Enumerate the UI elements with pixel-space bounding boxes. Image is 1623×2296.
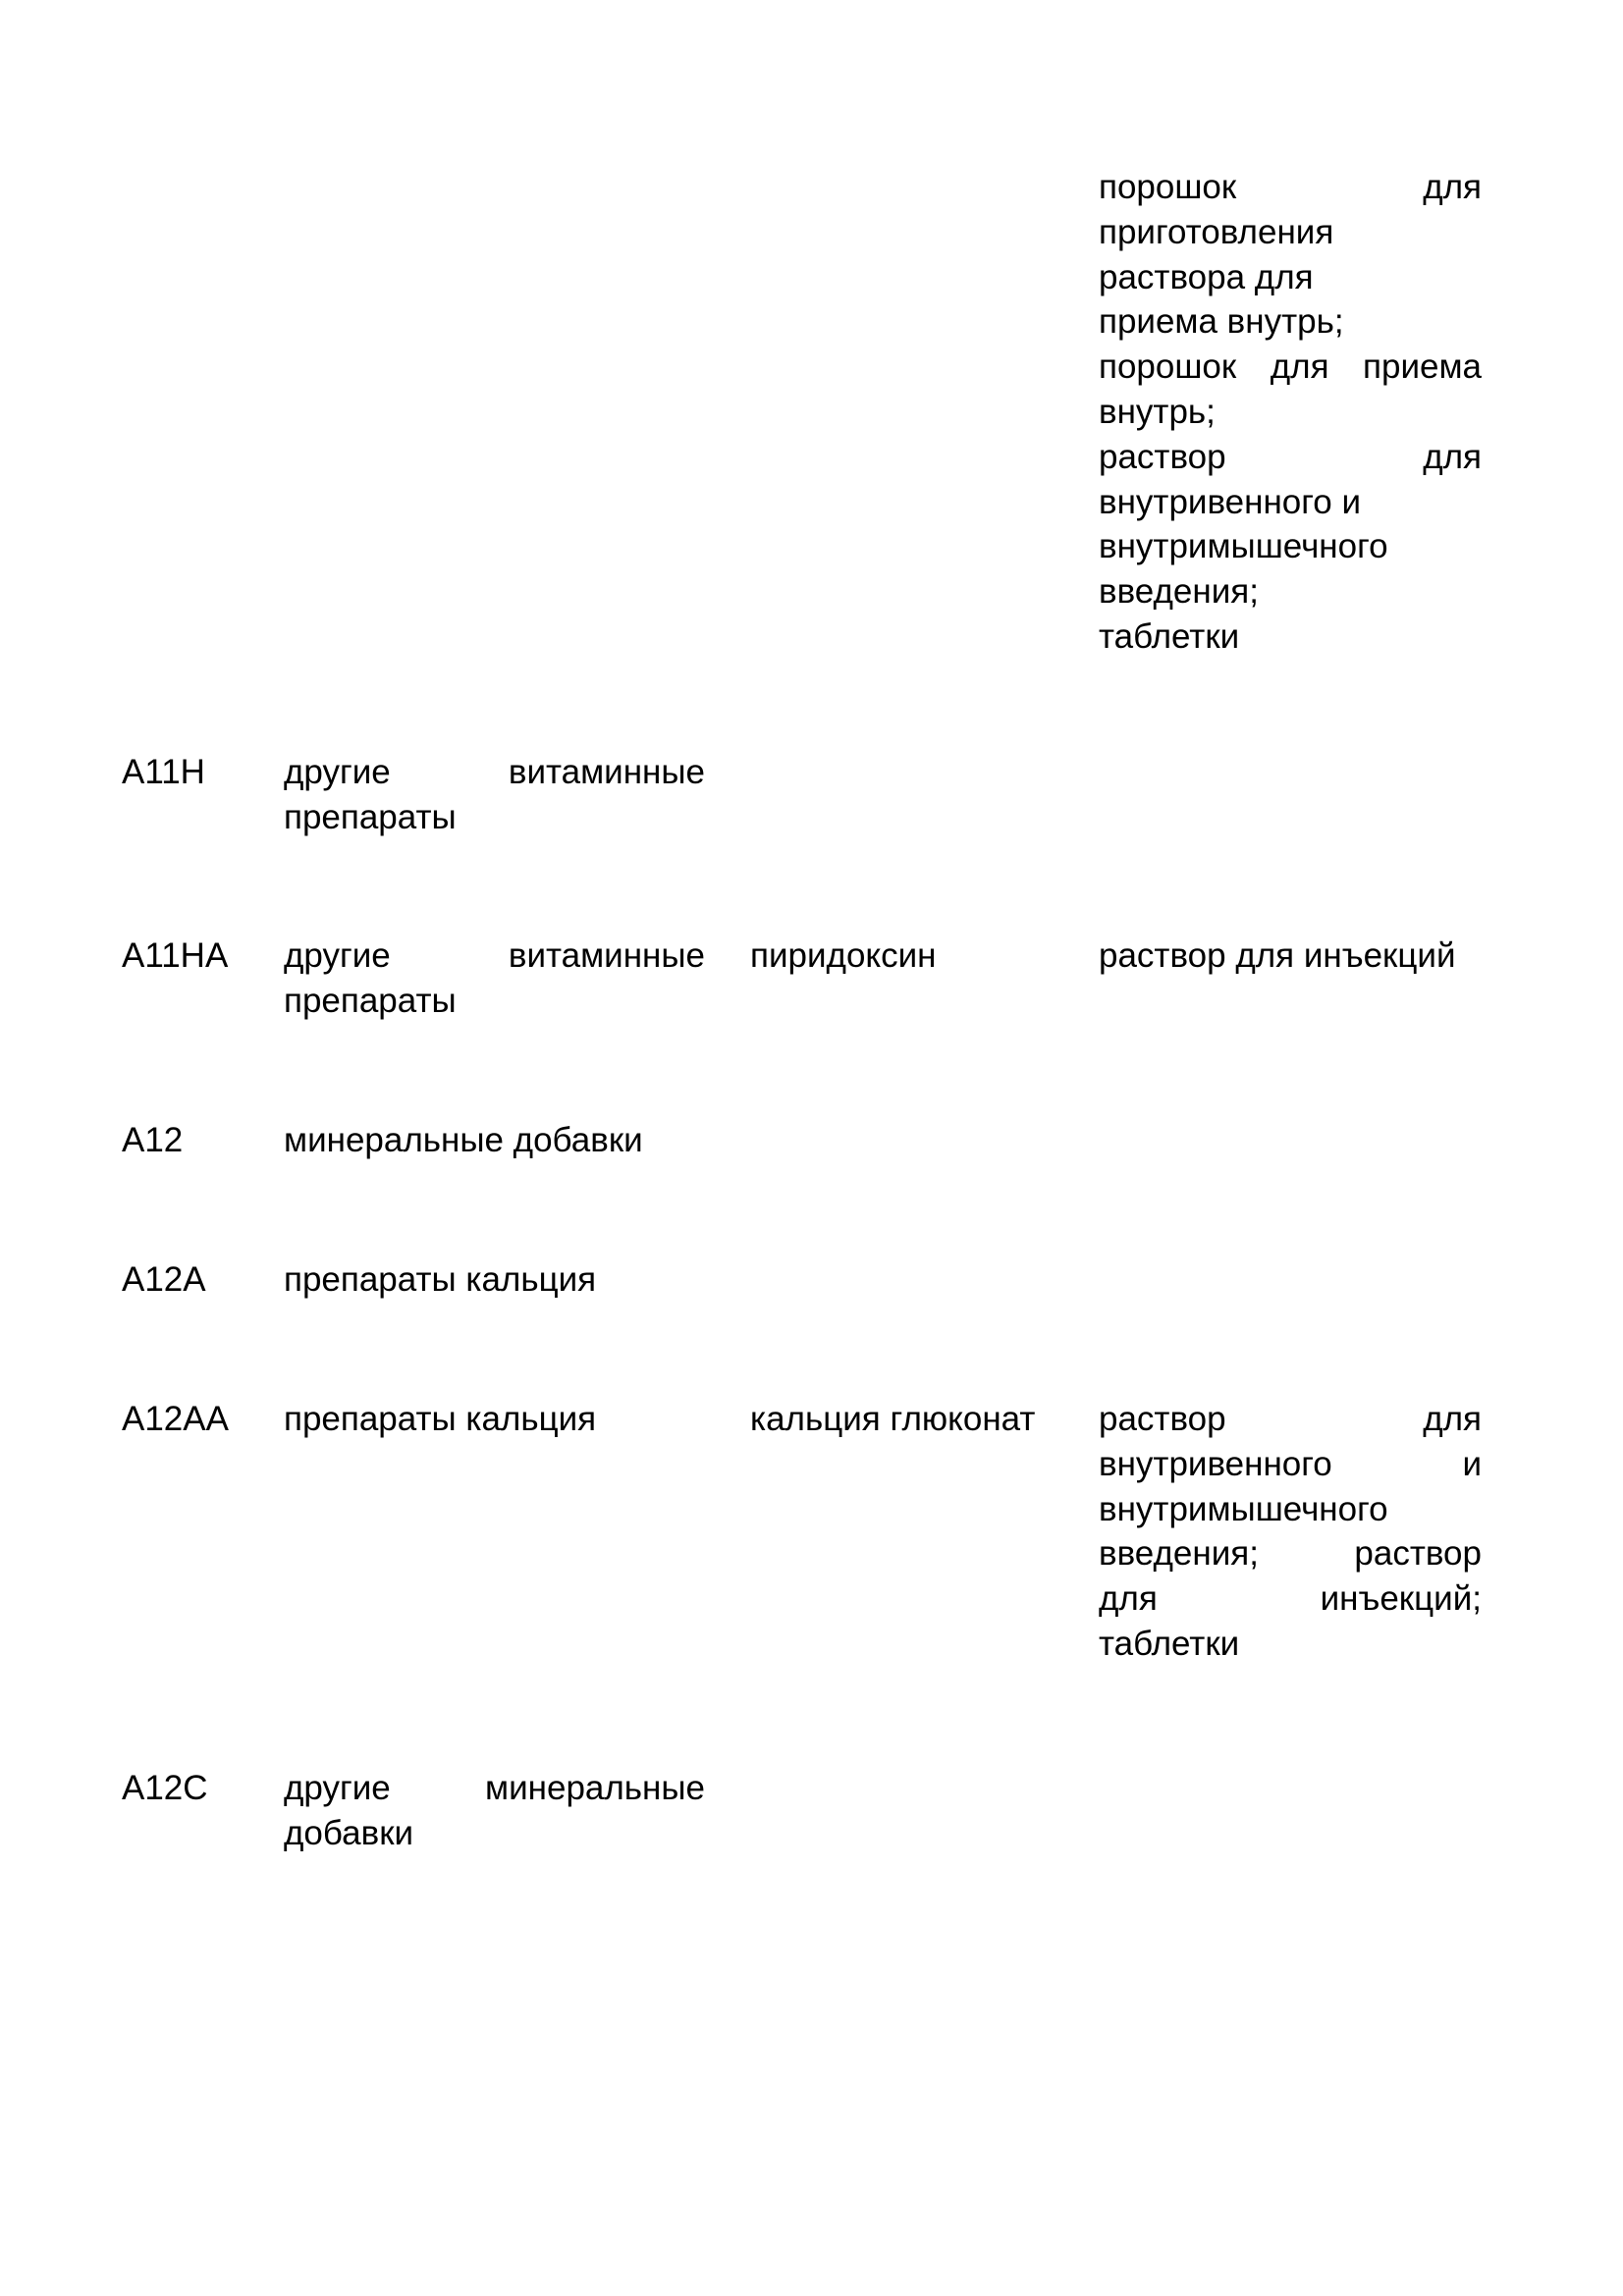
form-line: таблетки	[1099, 1624, 1240, 1663]
form-line: порошок для приема	[1099, 347, 1482, 387]
atc-code: A11H	[122, 753, 205, 791]
name-line: другие витаминные	[284, 753, 705, 791]
form-line: таблетки	[1099, 616, 1240, 656]
atc-code: A12AA	[122, 1400, 229, 1438]
form-line: раствора для	[1099, 257, 1314, 296]
atc-group-name	[284, 934, 705, 1024]
name-line: препараты	[284, 797, 457, 836]
name-line: другие витаминные	[284, 936, 705, 975]
form-line: приготовления	[1099, 212, 1334, 251]
name-line: минеральные добавки	[284, 1121, 643, 1159]
atc-group-name	[284, 750, 705, 840]
dosage-forms	[1099, 1397, 1482, 1667]
form-line: приема внутрь;	[1099, 302, 1344, 342]
form-line: внутривенного и	[1099, 482, 1361, 521]
form-line: внутримышечного	[1099, 1489, 1388, 1528]
name-line: препараты	[284, 981, 457, 1020]
form-line: порошок для	[1099, 168, 1482, 206]
form-line: для инъекций;	[1099, 1579, 1482, 1619]
atc-code: A11HA	[122, 936, 229, 975]
atc-group-name	[284, 1257, 705, 1303]
name-line: препараты кальция	[284, 1260, 597, 1299]
name-line: другие минеральные	[284, 1769, 705, 1807]
atc-group-name	[284, 1766, 705, 1856]
dosage-forms	[1099, 934, 1482, 979]
form-line: введения;	[1099, 572, 1259, 612]
form-line: раствор для	[1099, 437, 1482, 476]
atc-code: A12	[122, 1121, 184, 1159]
atc-group-name	[284, 1397, 705, 1442]
atc-group-name	[284, 1118, 705, 1163]
continuation-dosage-forms	[1099, 165, 1482, 660]
form-line: внутримышечного	[1099, 527, 1388, 566]
atc-code: A12C	[122, 1769, 208, 1807]
name-line: добавки	[284, 1813, 414, 1852]
atc-code: A12A	[122, 1260, 206, 1299]
drug-name: пиридоксин	[750, 936, 937, 975]
form-line: внутривенного и	[1099, 1444, 1482, 1483]
drug-name: кальция глюконат	[750, 1400, 1036, 1438]
form-line: введения; раствор	[1099, 1534, 1482, 1574]
form-line: внутрь;	[1099, 392, 1216, 431]
name-line: препараты кальция	[284, 1400, 597, 1438]
form-line: раствор для	[1099, 1400, 1482, 1438]
form-line: раствор для инъекций	[1099, 936, 1456, 975]
